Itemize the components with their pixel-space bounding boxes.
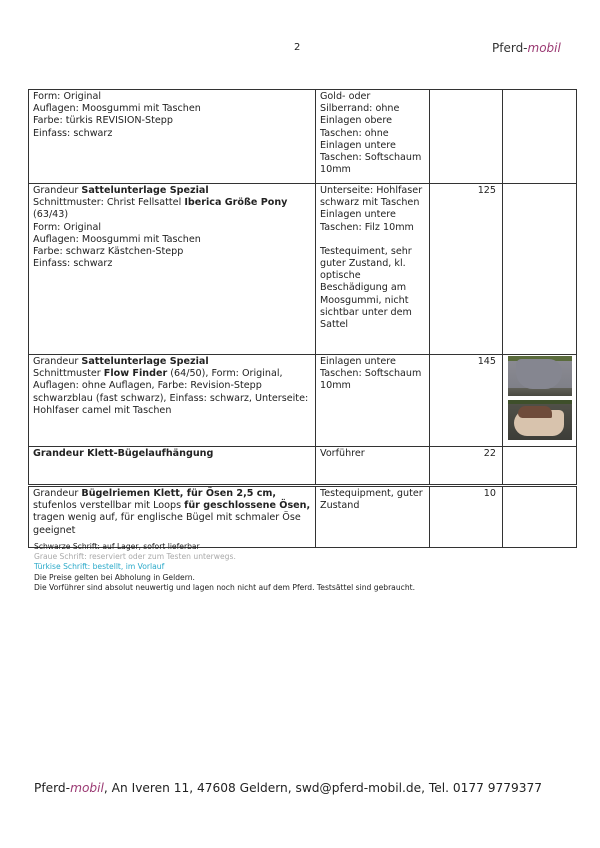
page-number: 2: [294, 42, 301, 53]
price-cell: 10: [430, 486, 503, 548]
description-cell: [29, 447, 316, 486]
desc-bold: Bügelriemen Klett, für Ösen 2,5 cm,: [81, 488, 277, 499]
table-row: [29, 184, 577, 355]
note-cell: Gold- oder Silberrand: ohne Einlagen obere Taschen: ohne Einlagen untere Taschen: Softschaum 10mm: [316, 90, 430, 184]
brand-suffix: mobil: [527, 41, 561, 55]
product-table: [28, 89, 577, 548]
desc-bold-2: für geschlossene Ösen,: [184, 500, 311, 512]
desc-prefix: Grandeur: [33, 185, 82, 196]
desc-line: Auflagen: Moosgummi mit Taschen: [33, 233, 201, 245]
desc-line: Farbe: türkis REVISION-Stepp: [33, 115, 173, 127]
table-row: [29, 486, 577, 548]
desc-bold: Sattelunterlage Spezial: [81, 185, 209, 196]
pattern-prefix: Schnittmuster: [33, 368, 104, 380]
description-cell: [29, 90, 316, 184]
legend-demo: Die Vorführer sind absolut neuwertig und lagen noch nicht auf dem Pferd. Testsättel sind gebraucht.: [34, 582, 416, 592]
description-cell: [29, 184, 316, 355]
footer: [34, 781, 542, 795]
price-cell: 125: [430, 184, 503, 355]
table-row: [29, 447, 577, 486]
image-cell: [503, 184, 577, 355]
footer-brand-suffix: mobil: [70, 781, 104, 795]
table-row: [29, 90, 577, 184]
pattern-prefix: Schnittmuster: Christ Fellsattel: [33, 197, 185, 209]
description-cell: [29, 355, 316, 447]
desc-line: Form: Original: [33, 91, 101, 102]
desc-title: [33, 185, 311, 197]
desc-suffix: tragen wenig auf, für englische Bügel mit schmaler Öse geeignet: [33, 512, 301, 536]
brand-prefix: Pferd-: [492, 41, 528, 55]
desc-title: [33, 356, 311, 368]
desc-line: Farbe: schwarz Kästchen-Stepp: [33, 246, 184, 258]
pattern-bold: Flow Finder: [103, 368, 168, 380]
price-cell: 22: [430, 447, 503, 486]
desc-line: Einfass: schwarz: [33, 127, 113, 139]
table-row: [29, 355, 577, 447]
note-cell: Vorführer: [316, 447, 430, 486]
footer-address: , An Iveren 11, 47608 Geldern, swd@pferd-mobil.de, Tel. 0177 9779377: [103, 781, 543, 795]
header-brand: [492, 41, 561, 55]
legend-gray: Graue Schrift: reserviert oder zum Testen unterwegs.: [34, 552, 236, 562]
image-cell: [503, 355, 577, 447]
saddle-pad-photo-underside: [508, 400, 572, 440]
pattern-suffix: (64/50), Form: Original, Auflagen: ohne Auflagen, Farbe: Revision-Stepp schwarzblau (fast schwarz), Einfass: schwarz, Unterseite: Hohlfaser camel mit Taschen: [33, 368, 309, 416]
desc-prefix: Grandeur: [33, 356, 82, 367]
image-cell: [503, 486, 577, 548]
condition-text: Testequiment, sehr guter Zustand, kl. optische Beschädigung am Moosgummi, nicht sichtbar unter dem Sattel: [320, 245, 412, 331]
legend-teal: Türkise Schrift: bestellt, im Vorlauf: [34, 562, 165, 572]
legend-pickup: Die Preise gelten bei Abholung in Geldern.: [34, 572, 195, 582]
legend-black: Schwarze Schrift: auf Lager, sofort lieferbar: [34, 542, 200, 551]
desc-bold: Grandeur Klett-Bügelaufhängung: [33, 448, 214, 459]
desc-pattern: [33, 368, 311, 417]
image-cell: [503, 90, 577, 184]
note-cell: [316, 184, 430, 355]
price-cell: 145: [430, 355, 503, 447]
desc-mid: stufenlos verstellbar mit Loops: [33, 500, 185, 512]
desc-line: Auflagen: Moosgummi mit Taschen: [33, 103, 201, 115]
footer-brand-prefix: Pferd-: [34, 781, 71, 795]
pattern-suffix: (63/43): [33, 209, 69, 221]
description-cell: [29, 486, 316, 548]
price-cell: [430, 90, 503, 184]
desc-line: Einfass: schwarz: [33, 258, 113, 270]
legend: [34, 542, 415, 593]
note-text: Unterseite: Hohlfaser schwarz mit Taschen Einlagen untere Taschen: Filz 10mm: [320, 185, 423, 233]
desc-line: Form: Original: [33, 221, 101, 233]
desc-prefix: Grandeur: [33, 488, 82, 499]
pattern-bold: Iberica Größe Pony: [184, 197, 288, 209]
image-cell: [503, 447, 577, 486]
desc-pattern: [33, 197, 311, 221]
note-cell: Testequipment, guter Zustand: [316, 486, 430, 548]
note-cell: Einlagen untere Taschen: Softschaum 10mm: [316, 355, 430, 447]
desc-bold: Sattelunterlage Spezial: [81, 356, 209, 367]
saddle-pad-photo-top: [508, 356, 572, 396]
